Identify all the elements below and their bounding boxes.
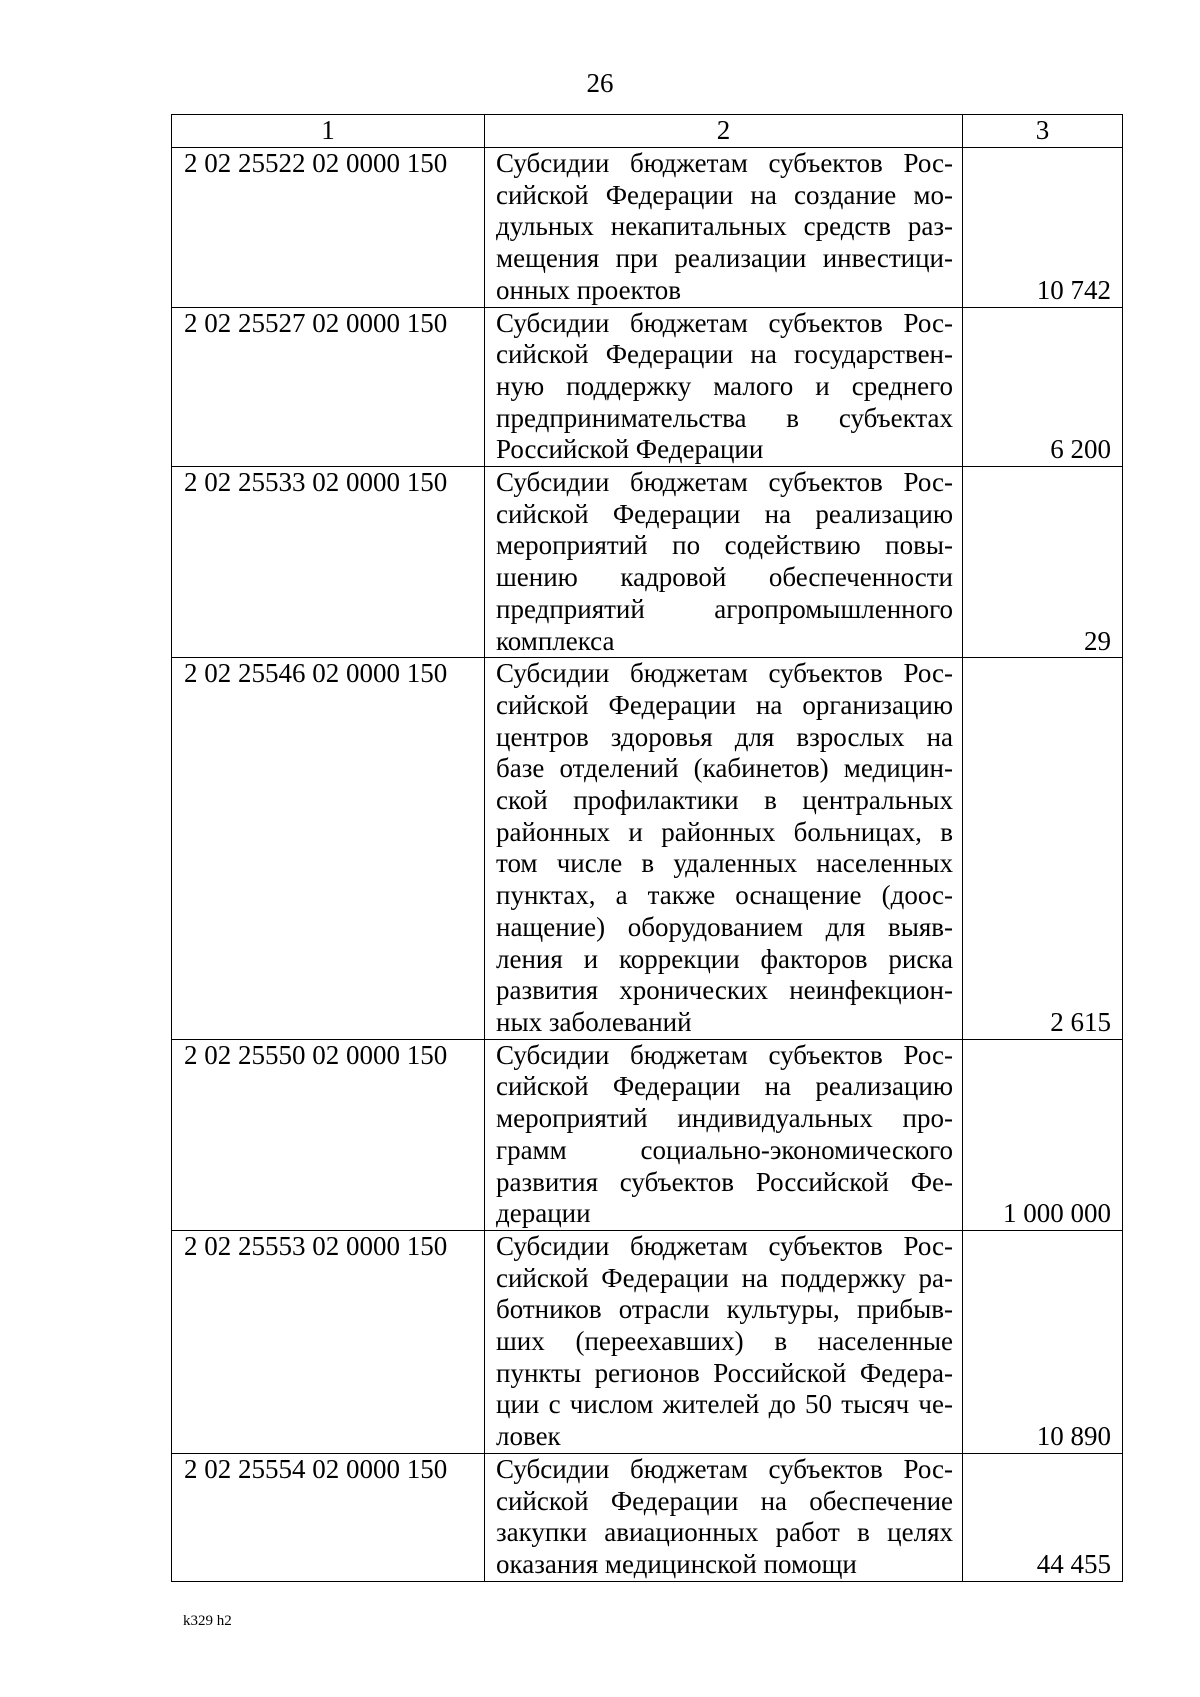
revenue-name-line: развития субъектов Российской Фе-: [496, 1166, 953, 1197]
revenue-name-line: Субсидии бюджетам субъектов Рос-: [496, 307, 953, 338]
table-row: [172, 307, 1123, 467]
revenue-name-line: мероприятий индивидуальных про-: [496, 1103, 953, 1134]
revenue-name-line: мещения при реализации инвестици-: [496, 243, 953, 274]
revenue-name-line: Российской Федерации: [496, 434, 764, 465]
revenue-name-line: ловек: [496, 1421, 561, 1452]
revenue-name: [485, 307, 963, 467]
revenue-name-line: сийской Федерации на поддержку ра-: [496, 1262, 953, 1293]
budget-code: 2 02 25554 02 0000 150: [172, 1453, 485, 1581]
table-row: [172, 1453, 1123, 1581]
amount: 44 455: [963, 1453, 1123, 1581]
revenue-name-line: сийской Федерации на создание мо-: [496, 179, 953, 210]
amount: 2 615: [963, 658, 1123, 1039]
revenue-name-line: предприятий агропромышленного: [496, 593, 953, 624]
amount: 29: [963, 467, 1123, 658]
revenue-name-line: районных и районных больницах, в: [496, 816, 953, 847]
footer-code: k329 h2: [183, 1613, 232, 1629]
budget-code: 2 02 25533 02 0000 150: [172, 467, 485, 658]
revenue-name-line: пункты регионов Российской Федера-: [496, 1357, 953, 1388]
revenue-name-line: дульных некапитальных средств раз-: [496, 211, 953, 242]
revenue-name-line: сийской Федерации на реализацию: [496, 498, 953, 529]
revenue-name-line: Субсидии бюджетам субъектов Рос-: [496, 148, 953, 178]
revenue-name-line: Субсидии бюджетам субъектов Рос-: [496, 1039, 953, 1070]
revenue-name-line: Субсидии бюджетам субъектов Рос-: [496, 1453, 953, 1484]
table-row: [172, 658, 1123, 1039]
revenue-name-line: ную поддержку малого и среднего: [496, 370, 953, 401]
revenue-name-line: ботников отрасли культуры, прибыв-: [496, 1294, 953, 1325]
column-header-3: 3: [963, 115, 1123, 148]
revenue-name-line: ших (переехавших) в населенные: [496, 1326, 953, 1357]
revenue-name-line: мероприятий по содействию повы-: [496, 530, 953, 561]
revenue-name-line: ской профилактики в центральных: [496, 785, 953, 816]
budget-code: 2 02 25527 02 0000 150: [172, 307, 485, 467]
table-body: [172, 148, 1123, 1582]
revenue-name-line: онных проектов: [496, 274, 682, 305]
revenue-name-line: центров здоровья для взрослых на: [496, 721, 953, 752]
revenue-name-line: Субсидии бюджетам субъектов Рос-: [496, 467, 953, 498]
page-number: 26: [586, 68, 614, 98]
column-header-1: 1: [172, 115, 485, 148]
table-row: [172, 1039, 1123, 1230]
revenue-name-line: развития хронических неинфекцион-: [496, 975, 953, 1006]
revenue-name-line: пунктах, а также оснащение (доос-: [496, 880, 953, 911]
revenue-name-line: ных заболеваний: [496, 1006, 692, 1037]
revenue-name-line: сийской Федерации на государствен-: [496, 339, 953, 370]
table-row: [172, 148, 1123, 308]
revenue-name-line: базе отделений (кабинетов) медицин-: [496, 753, 953, 784]
revenue-name-line: том числе в удаленных населенных: [496, 848, 953, 879]
revenue-name-line: закупки авиационных работ в целях: [496, 1517, 953, 1548]
revenue-name-line: сийской Федерации на обеспечение: [496, 1485, 953, 1516]
revenue-name-line: оказания медицинской помощи: [496, 1548, 857, 1579]
table-row: [172, 467, 1123, 658]
revenue-name-line: грамм социально-экономического: [496, 1134, 953, 1165]
amount: 10 742: [963, 148, 1123, 308]
revenue-name-line: дерации: [496, 1198, 591, 1229]
budget-table: [171, 114, 1123, 1582]
amount: 10 890: [963, 1230, 1123, 1453]
revenue-name-line: ции с числом жителей до 50 тысяч че-: [496, 1389, 953, 1420]
revenue-name-line: сийской Федерации на организацию: [496, 689, 953, 720]
table-row: [172, 1230, 1123, 1453]
revenue-name: [485, 1453, 963, 1581]
revenue-name: [485, 1230, 963, 1453]
revenue-name-line: нащение) оборудованием для выяв-: [496, 911, 953, 942]
table-header-row: [172, 115, 1123, 148]
revenue-name: [485, 658, 963, 1039]
revenue-name: [485, 1039, 963, 1230]
revenue-name-line: Субсидии бюджетам субъектов Рос-: [496, 1230, 953, 1261]
revenue-name-line: шению кадровой обеспеченности: [496, 562, 953, 593]
amount: 6 200: [963, 307, 1123, 467]
budget-code: 2 02 25550 02 0000 150: [172, 1039, 485, 1230]
budget-code: 2 02 25553 02 0000 150: [172, 1230, 485, 1453]
revenue-name-line: ления и коррекции факторов риска: [496, 943, 953, 974]
budget-code: 2 02 25522 02 0000 150: [172, 148, 485, 308]
column-header-2: 2: [485, 115, 963, 148]
revenue-name-line: предпринимательства в субъектах: [496, 402, 953, 433]
revenue-name-line: Субсидии бюджетам субъектов Рос-: [496, 658, 953, 689]
revenue-name: [485, 467, 963, 658]
revenue-name: [485, 148, 963, 308]
amount: 1 000 000: [963, 1039, 1123, 1230]
budget-code: 2 02 25546 02 0000 150: [172, 658, 485, 1039]
revenue-name-line: комплекса: [496, 625, 615, 656]
revenue-name-line: сийской Федерации на реализацию: [496, 1071, 953, 1102]
